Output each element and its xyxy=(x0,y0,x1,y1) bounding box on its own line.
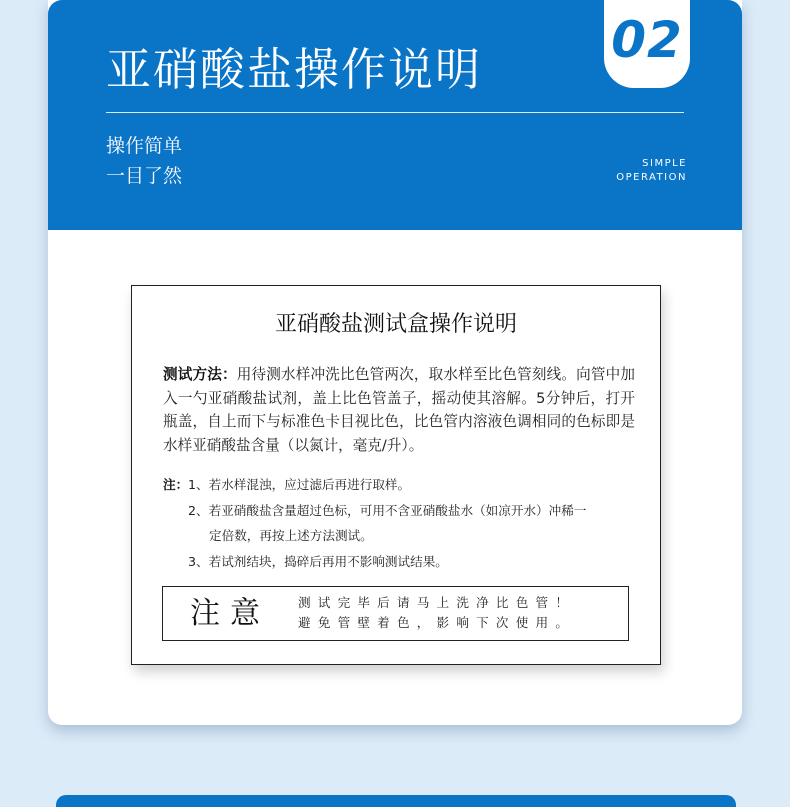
english-caption-line-2: OPERATION xyxy=(616,172,687,183)
subtitle-line-1: 操作简单 xyxy=(106,135,183,157)
note-text: 2、若亚硝酸盐含量超过色标，可用不含亚硝酸盐水（如凉开水）冲稀一 xyxy=(188,502,587,518)
notes-label: 注： xyxy=(163,477,189,492)
instruction-sheet xyxy=(131,285,661,665)
sheet-title: 亚硝酸盐测试盒操作说明 xyxy=(274,312,517,337)
note-text: 1、若水样混浊，应过滤后再进行取样。 xyxy=(188,477,411,492)
card-header xyxy=(48,0,742,230)
note-item xyxy=(163,549,635,575)
test-method-label: 测试方法： xyxy=(163,366,237,383)
warning-line-1: 测试完毕后请马上洗净比色管！ xyxy=(298,595,576,610)
note-text-continued: 定倍数，再按上述方法测试。 xyxy=(209,528,373,543)
warning-text xyxy=(298,593,575,633)
next-card-edge xyxy=(56,795,736,807)
test-method-paragraph xyxy=(163,363,635,457)
header-divider xyxy=(106,112,684,113)
notes-list xyxy=(163,472,635,574)
subtitle-line-2: 一目了然 xyxy=(106,165,183,187)
note-item xyxy=(163,472,635,498)
step-number: 02 xyxy=(611,11,683,69)
page-title: 亚硝酸盐操作说明 xyxy=(106,43,483,96)
step-number-badge xyxy=(604,0,690,88)
english-caption-line-1: SIMPLE xyxy=(642,158,687,169)
instruction-card xyxy=(48,0,742,725)
warning-label: 注意 xyxy=(190,596,270,631)
test-method-text: 用待测水样冲洗比色管两次，取水样至比色管刻线。向管中加入一勺亚硝酸盐试剂，盖上比色管盖子，摇动使其溶解。5分钟后，打开瓶盖，自上而下与标准色卡目视比色，比色管内溶液色调相同的色标即是水样亚硝酸盐含量（以氮计，毫克/升）。 xyxy=(163,366,635,454)
note-item xyxy=(163,523,635,549)
note-item xyxy=(163,498,635,524)
note-text: 3、若试剂结块，捣碎后再用不影响测试结果。 xyxy=(188,553,448,569)
warning-line-2: 避免管壁着色，影响下次使用。 xyxy=(298,615,576,630)
warning-box xyxy=(162,586,629,641)
